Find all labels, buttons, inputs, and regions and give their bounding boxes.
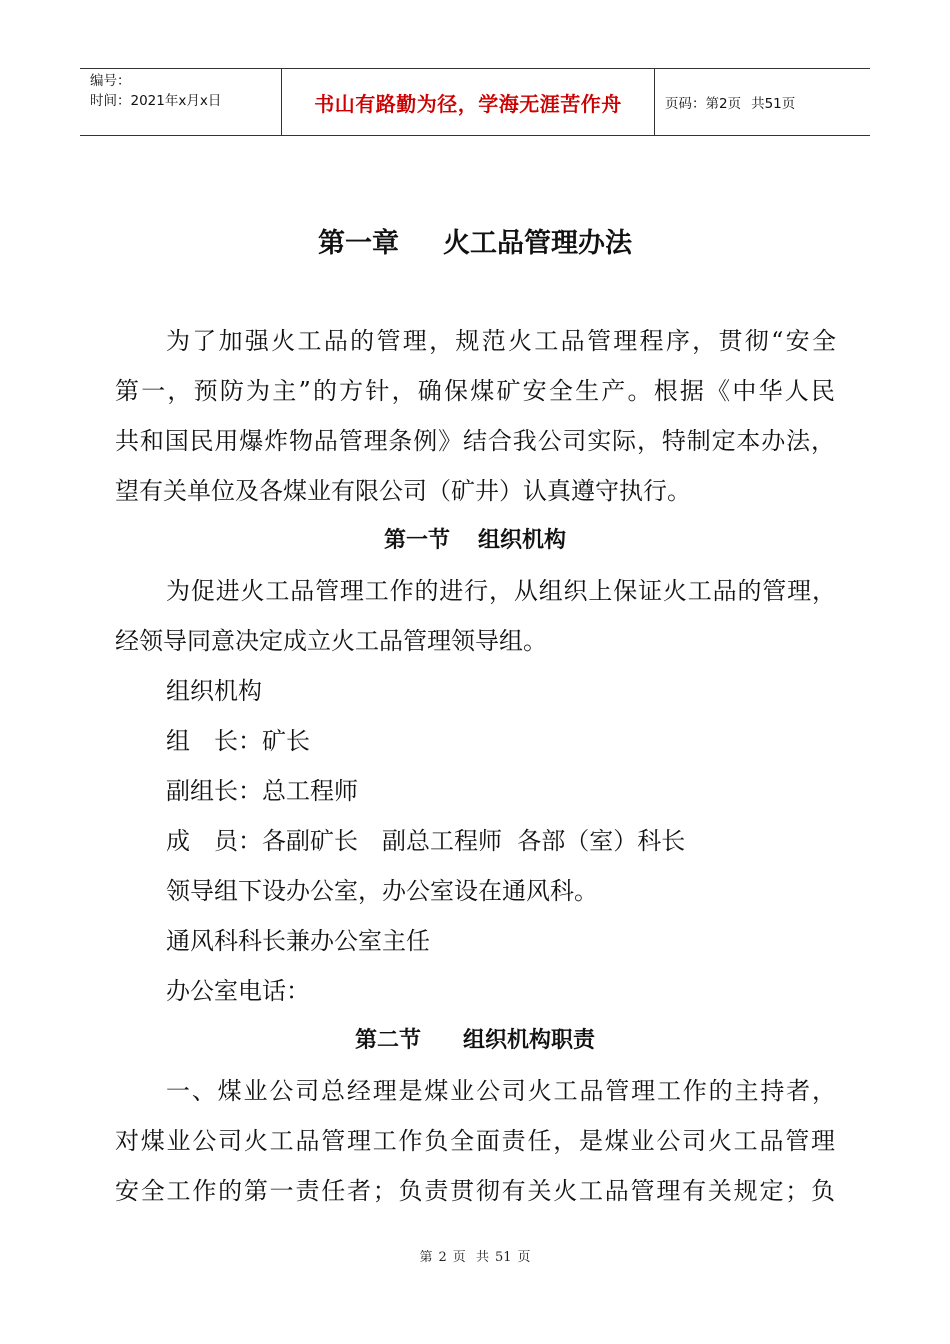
footer-page-prefix: 第 (419, 1250, 433, 1265)
header-meta (80, 69, 282, 135)
intro-line-3: 共和国民用爆炸物品管理条例》结合我公司实际，特制定本办法， (115, 427, 835, 455)
intro-line-2: 第一，预防为主”的方针，确保煤矿安全生产。根据《中华人民 (115, 377, 835, 405)
section-1-item: 通风科科长兼办公室主任 (166, 927, 430, 955)
section-2-paragraph-line-2: 对煤业公司火工品管理工作负全面责任，是煤业公司火工品管理 (115, 1127, 835, 1155)
header-motto: 书山有路勤为径，学海无涯苦作舟 (282, 69, 655, 135)
section-1-paragraph-line-1: 为促进火工品管理工作的进行，从组织上保证火工品的管理， (166, 577, 836, 605)
page-footer (0, 1246, 950, 1265)
section-2-paragraph-line-1: 一、煤业公司总经理是煤业公司火工品管理工作的主持者， (166, 1077, 836, 1105)
footer-page-unit: 页 (452, 1250, 466, 1265)
footer-page-number: 2 (438, 1250, 447, 1265)
section-1-paragraph-line-2: 经领导同意决定成立火工品管理领导组。 (115, 627, 547, 655)
document-number-label: 编号： (90, 73, 131, 89)
intro-line-4: 望有关单位及各煤业有限公司（矿井）认真遵守执行。 (115, 477, 691, 505)
header-total-pages: 共51页 (751, 96, 796, 112)
page-header (80, 68, 870, 136)
section-1-title (0, 526, 950, 556)
section-1-item: 组 长：矿长 (166, 727, 310, 755)
section-1-item: 组织机构 (166, 677, 262, 705)
section-1-name: 组织机构 (478, 528, 567, 553)
section-1-item: 办公室电话： (166, 977, 310, 1005)
section-1-item: 领导组下设办公室，办公室设在通风科。 (166, 877, 598, 905)
intro-line-1: 为了加强火工品的管理，规范火工品管理程序，贯彻“安全 (166, 327, 836, 355)
chapter-number: 第一章 (318, 228, 399, 259)
chapter-name: 火工品管理办法 (443, 228, 632, 259)
footer-total-number: 51 (494, 1250, 512, 1265)
section-1-item: 副组长：总工程师 (166, 777, 358, 805)
header-page-info (655, 69, 870, 135)
footer-total-prefix: 共 (475, 1250, 489, 1265)
header-page-number: 页码：第2页 (665, 96, 742, 112)
document-date-label: 时间：2021年x月x日 (90, 93, 222, 109)
section-1-number: 第一节 (383, 528, 450, 553)
footer-total-unit: 页 (517, 1250, 531, 1265)
section-2-name: 组织机构职责 (463, 1028, 596, 1053)
section-2-paragraph-line-3: 安全工作的第一责任者；负责贯彻有关火工品管理有关规定；负 (115, 1177, 835, 1205)
section-2-number: 第二节 (354, 1028, 421, 1053)
chapter-title (0, 224, 950, 264)
section-2-title (0, 1026, 950, 1056)
section-1-item: 成 员：各副矿长 副总工程师 各部（室）科长 (166, 827, 686, 855)
